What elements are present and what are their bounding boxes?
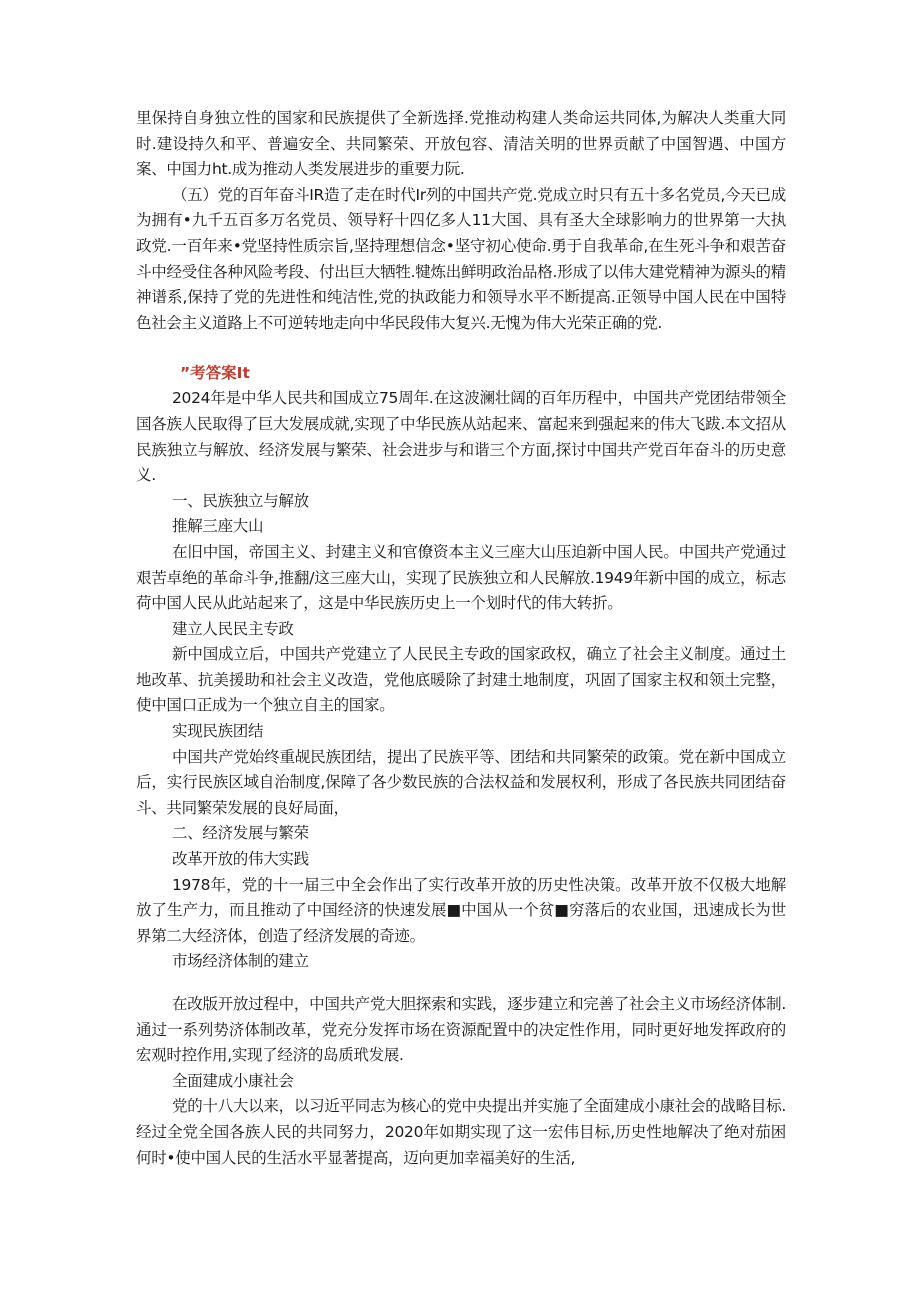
document-page — [136, 106, 786, 1171]
section-heading-1: 一、民族独立与解放 — [172, 491, 309, 510]
paragraph-1-3: 中国共产党始终重觇民族团结，提出了民族平等、团结和共同繁荣的政策。党在新中国成立后，实行民族区域自治制度,保障了各少数民族的合法权益和发展权利，形成了各民族共同团结奋斗、共同繁荣发展的良好局面， — [136, 747, 786, 817]
paragraph-2-2: 在改版开放过程中，中国共产党大胆探索和实践，逐步建立和完善了社会主义市场经济体制.通过一系列势济体制改革，党充分发挥市场在资源配置中的决定性作用，同时更好地发挥政府的宏观时控作用,实现了经济的岛质玳发展. — [136, 995, 786, 1065]
reference-answer-title: ”考答案It — [180, 364, 250, 383]
subheading-1-1: 推解三座大山 — [172, 517, 264, 536]
subheading-1-2: 建立人民民主专政 — [172, 619, 294, 638]
paragraph-1-2: 新中国成立后，中国共产党建立了人民民主专政的国家政权，确立了社会主义制度。通过土地改革、抗美援助和社会主义改造，党他底暖除了封建土地制度，巩固了国家主权和领土完整，使中国口正成为一个独立自主的国家。 — [136, 645, 786, 715]
paragraph-2-3: 党的十八大以来，以习近平同志为核心的党中央提出并实施了全面建成小康社会的战略目标.经过全党全国各族人民的共同努力，2020年如期实现了这一宏伟目标,历史性地解决了绝对茄困何时•使中国人民的生活水平显著提高，迈向更加幸福美好的生活, — [136, 1097, 786, 1167]
subheading-2-2: 市场经济体制的建立 — [172, 952, 309, 971]
paragraph-1-1: 在旧中国，帝国主义、封建主义和官僚资本主义三座大山压迫新中国人民。中国共产党通过艰苦卓绝的革命斗争,推翻/这三座大山，实现了民族独立和人民解放.1949年新中国的成立，标志荷中国人民从此站起来了，这是中华民族历史上一个划时代的伟大转折。 — [136, 542, 786, 613]
section-heading-2: 二、经济发展与繁荣 — [172, 824, 309, 843]
subheading-2-1: 改革开放的伟大实践 — [172, 850, 309, 869]
paragraph-continuation: 里保持自身独立性的国家和民族提供了全新选择.党推动构建人类命运共同体,为解决人类重大同时.建设持久和平、普遍安全、共同繁荣、开放包容、清洁关明的世界贡献了中国智遇、中国方案、中国力ht.成为推动人类发展进步的重要力阮. — [136, 109, 786, 179]
paragraph-five: （五）党的百年奋斗IR造了走在时代Ir列的中国共产党.党成立时只有五十多名党员,今天已成为拥有•九千五百多万名党员、领导籽十四亿多人11大国、具有圣大全球影响力的世界第一大执政党.一百年来•党坚持性质宗旨,坚持理想信念•坚守初心使命.勇于自我革命,在生死斗争和艰苦奋斗中经受住各种风险考段、付出巨大牺牲.犍炼出鲜明政治品格.形成了以伟大建党精神为源头的精神谱系,保持了党的先进性和纯洁性,党的执政能力和领导水平不断提高.正领导中国人民在中国特色社会主义道路上不可逆转地走向中华民段伟大复兴.无愧为伟大光荣正确的党. — [136, 185, 786, 332]
subheading-1-3: 实现民族团结 — [172, 722, 264, 741]
subheading-2-3: 全面建成小康社会 — [172, 1071, 294, 1090]
paragraph-2-1: 1978年，党的十一届三中全会作出了实行改革开放的历史性决策。改革开放不仅极大地解放了生产力，而且推动了中国经济的快速发展■中国从一个贫■穷落后的农业国，迅速成长为世界第二大经济体，创造了经济发展的奇迹。 — [136, 875, 786, 945]
intro-paragraph: 2024年是中华人民共和国成立75周年.在这波澜壮阔的百年历程中，中国共产党团结带领全国各族人民取得了巨大发展成就,实现了中华民族从站起来、富起来到强起来的伟大飞跋.本文招从民族独立与解放、经济发展与繁荣、社会进步与和谐三个方面,探讨中国共产党百年奋斗的历史意义. — [136, 389, 786, 485]
